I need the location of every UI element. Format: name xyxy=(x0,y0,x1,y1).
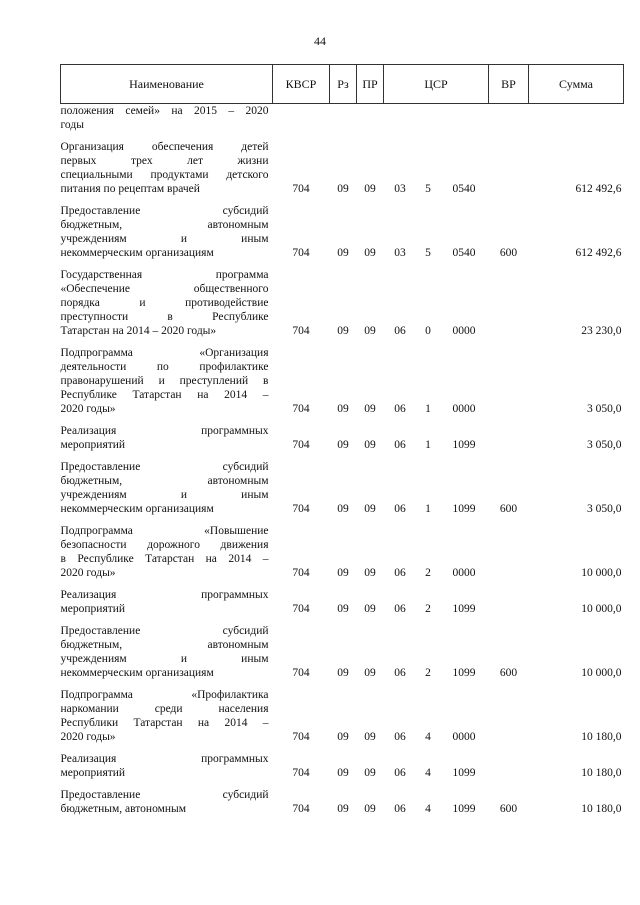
name-line: учреждениям и иным xyxy=(60,653,269,665)
header-name: Наименование xyxy=(61,65,273,104)
name-line: правонарушений и преступлений в xyxy=(60,375,269,387)
name-line: Предоставление субсидий xyxy=(60,461,269,473)
cell-csr-program: 06 xyxy=(394,803,406,815)
cell-csr-subprogram: 2 xyxy=(425,567,431,579)
cell-csr-code: 1099 xyxy=(452,603,476,615)
cell-vr xyxy=(489,264,529,342)
cell-rz: 09 xyxy=(337,567,349,579)
table-row xyxy=(61,264,624,342)
cell-sum: 10 180,0 xyxy=(581,731,622,743)
cell-csr-program: 06 xyxy=(394,603,406,615)
cell-pr: 09 xyxy=(364,731,376,743)
cell-name xyxy=(61,420,273,456)
cell-csr-code: 0540 xyxy=(452,247,476,259)
cell-sum: 612 492,6 xyxy=(575,247,622,259)
table-row xyxy=(61,136,624,200)
cell-csr-code: 1099 xyxy=(452,803,476,815)
cell-csr-code: 1099 xyxy=(452,503,476,515)
cell-rz xyxy=(330,104,357,137)
cell-name xyxy=(61,200,273,264)
cell-pr: 09 xyxy=(364,603,376,615)
cell-sum: 10 180,0 xyxy=(581,767,622,779)
name-line: специальными продуктами детского xyxy=(60,169,269,181)
table-row xyxy=(61,748,624,784)
cell-csr-subprogram: 5 xyxy=(425,247,431,259)
cell-vr: 600 xyxy=(499,503,518,515)
name-line: Подпрограмма «Организация xyxy=(60,347,269,359)
cell-csr-subprogram: 2 xyxy=(425,667,431,679)
name-line: питания по рецептам врачей xyxy=(60,183,200,195)
cell-sum: 3 050,0 xyxy=(587,403,622,415)
table-row xyxy=(61,684,624,748)
cell-rz: 09 xyxy=(337,603,349,615)
cell-csr-program: 03 xyxy=(394,247,406,259)
cell-pr: 09 xyxy=(364,183,376,195)
cell-pr xyxy=(357,104,384,137)
cell-kvsr: 704 xyxy=(292,731,310,743)
cell-csr-program: 06 xyxy=(394,503,406,515)
cell-name xyxy=(61,784,273,820)
name-line: Подпрограмма «Повышение xyxy=(60,525,269,537)
cell-csr-program: 03 xyxy=(394,183,406,195)
cell-name xyxy=(61,136,273,200)
header-vr: ВР xyxy=(489,65,529,104)
cell-vr xyxy=(489,136,529,200)
cell-kvsr: 704 xyxy=(292,247,310,259)
cell-name xyxy=(61,520,273,584)
table-row xyxy=(61,520,624,584)
cell-csr-code: 0540 xyxy=(452,183,476,195)
name-line: Реализация программных xyxy=(60,425,269,437)
cell-sum: 3 050,0 xyxy=(587,439,622,451)
cell-csr-code: 1099 xyxy=(452,667,476,679)
cell-pr: 09 xyxy=(364,503,376,515)
name-line: преступности в Республике xyxy=(60,311,269,323)
name-line: Реализация программных xyxy=(60,753,269,765)
table-row xyxy=(61,620,624,684)
cell-vr xyxy=(489,520,529,584)
cell-kvsr: 704 xyxy=(292,567,310,579)
cell-sum: 10 180,0 xyxy=(581,803,622,815)
cell-rz: 09 xyxy=(337,183,349,195)
cell-pr: 09 xyxy=(364,325,376,337)
cell-vr: 600 xyxy=(499,803,518,815)
name-line: некоммерческим организациям xyxy=(60,247,214,259)
cell-kvsr: 704 xyxy=(292,325,310,337)
name-line: Республике Татарстан на 2014 – xyxy=(60,389,269,401)
cell-csr-subprogram: 2 xyxy=(425,603,431,615)
cell-pr: 09 xyxy=(364,403,376,415)
cell-csr-program: 06 xyxy=(394,667,406,679)
cell-kvsr: 704 xyxy=(292,439,310,451)
cell-csr-program: 06 xyxy=(394,567,406,579)
name-line: безопасности дорожного движения xyxy=(60,539,269,551)
name-line: Татарстан на 2014 – 2020 годы» xyxy=(60,325,217,337)
cell-kvsr: 704 xyxy=(292,503,310,515)
page-number: 44 xyxy=(314,34,326,48)
name-line: некоммерческим организациям xyxy=(60,503,214,515)
name-line: порядка и противодействие xyxy=(60,297,269,309)
cell-rz: 09 xyxy=(337,439,349,451)
cell-csr-subprogram: 0 xyxy=(425,325,431,337)
name-line: Государственная программа xyxy=(60,269,269,281)
cell-name xyxy=(61,684,273,748)
cell-pr: 09 xyxy=(364,767,376,779)
name-line: Организация обеспечения детей xyxy=(60,141,269,153)
cell-rz: 09 xyxy=(337,767,349,779)
cell-kvsr: 704 xyxy=(292,403,310,415)
cell-name xyxy=(61,584,273,620)
cell-name xyxy=(61,620,273,684)
cell-rz: 09 xyxy=(337,803,349,815)
cell-vr xyxy=(489,104,529,137)
header-csr: ЦСР xyxy=(384,65,489,104)
cell-csr-program: 06 xyxy=(394,731,406,743)
cell-csr-program: 06 xyxy=(394,439,406,451)
cell-vr: 600 xyxy=(499,247,518,259)
name-line: учреждениям и иным xyxy=(60,489,269,501)
cell-csr-subprogram: 1 xyxy=(425,403,431,415)
cell-kvsr: 704 xyxy=(292,767,310,779)
cell-vr xyxy=(489,342,529,420)
table-header-row xyxy=(61,65,624,104)
header-kvsr: КВСР xyxy=(273,65,330,104)
cell-sum: 10 000,0 xyxy=(581,603,622,615)
cell-rz: 09 xyxy=(337,731,349,743)
name-line: учреждениям и иным xyxy=(60,233,269,245)
cell-pr: 09 xyxy=(364,247,376,259)
name-line: бюджетным, автономным xyxy=(60,639,269,651)
cell-csr-subprogram: 4 xyxy=(425,803,431,815)
cell-csr-code: 0000 xyxy=(452,325,476,337)
cell-vr: 600 xyxy=(499,667,518,679)
name-line: 2020 годы» xyxy=(60,567,116,579)
table-row xyxy=(61,104,624,137)
cell-vr xyxy=(489,420,529,456)
table-row xyxy=(61,420,624,456)
cell-pr: 09 xyxy=(364,567,376,579)
cell-csr-program: 06 xyxy=(394,767,406,779)
cell-csr-subprogram xyxy=(417,104,440,137)
cell-name xyxy=(61,342,273,420)
table-row xyxy=(61,342,624,420)
cell-name xyxy=(61,104,273,137)
cell-kvsr: 704 xyxy=(292,667,310,679)
cell-sum: 612 492,6 xyxy=(575,183,622,195)
cell-kvsr: 704 xyxy=(292,803,310,815)
table-body xyxy=(61,104,624,821)
cell-vr xyxy=(489,684,529,748)
cell-name xyxy=(61,264,273,342)
header-sum: Сумма xyxy=(529,65,624,104)
name-line: Предоставление субсидий xyxy=(60,625,269,637)
cell-csr-code: 0000 xyxy=(452,731,476,743)
cell-rz: 09 xyxy=(337,503,349,515)
cell-csr-subprogram: 4 xyxy=(425,731,431,743)
header-pr: ПР xyxy=(357,65,384,104)
budget-table xyxy=(60,64,624,820)
cell-sum: 3 050,0 xyxy=(587,503,622,515)
name-line: Реализация программных xyxy=(60,589,269,601)
cell-kvsr: 704 xyxy=(292,183,310,195)
cell-rz: 09 xyxy=(337,403,349,415)
name-line: в Республике Татарстан на 2014 – xyxy=(60,553,269,565)
cell-csr-subprogram: 1 xyxy=(425,439,431,451)
cell-kvsr xyxy=(273,104,330,137)
cell-rz: 09 xyxy=(337,667,349,679)
cell-csr-code: 1099 xyxy=(452,439,476,451)
name-line: бюджетным, автономным xyxy=(60,803,187,815)
cell-name xyxy=(61,456,273,520)
cell-pr: 09 xyxy=(364,667,376,679)
cell-rz: 09 xyxy=(337,247,349,259)
name-line: мероприятий xyxy=(60,767,126,779)
cell-csr-code: 0000 xyxy=(452,567,476,579)
name-line: некоммерческим организациям xyxy=(60,667,214,679)
header-rz: Рз xyxy=(330,65,357,104)
cell-vr xyxy=(489,584,529,620)
cell-csr-program: 06 xyxy=(394,403,406,415)
cell-sum: 10 000,0 xyxy=(581,667,622,679)
cell-vr xyxy=(489,748,529,784)
name-line: годы xyxy=(60,119,84,131)
cell-csr-subprogram: 5 xyxy=(425,183,431,195)
name-line: положения семей» на 2015 – 2020 xyxy=(60,105,269,117)
name-line: деятельности по профилактике xyxy=(60,361,269,373)
name-line: 2020 годы» xyxy=(60,403,116,415)
name-line: мероприятий xyxy=(60,603,126,615)
name-line: 2020 годы» xyxy=(60,731,116,743)
name-line: мероприятий xyxy=(60,439,126,451)
cell-rz: 09 xyxy=(337,325,349,337)
cell-csr-program xyxy=(384,104,417,137)
cell-pr: 09 xyxy=(364,803,376,815)
cell-sum: 23 230,0 xyxy=(581,325,622,337)
cell-csr-subprogram: 1 xyxy=(425,503,431,515)
name-line: Предоставление субсидий xyxy=(60,789,269,801)
cell-csr-subprogram: 4 xyxy=(425,767,431,779)
name-line: Республики Татарстан на 2014 – xyxy=(60,717,269,729)
cell-sum xyxy=(529,104,624,137)
cell-sum: 10 000,0 xyxy=(581,567,622,579)
name-line: бюджетным, автономным xyxy=(60,475,269,487)
table-row xyxy=(61,584,624,620)
cell-csr-program: 06 xyxy=(394,325,406,337)
name-line: Предоставление субсидий xyxy=(60,205,269,217)
cell-csr-code xyxy=(440,104,489,137)
name-line: Подпрограмма «Профилактика xyxy=(60,689,269,701)
cell-name xyxy=(61,748,273,784)
name-line: бюджетным, автономным xyxy=(60,219,269,231)
cell-csr-code: 1099 xyxy=(452,767,476,779)
name-line: наркомании среди населения xyxy=(60,703,269,715)
table-row xyxy=(61,200,624,264)
name-line: первых трех лет жизни xyxy=(60,155,269,167)
name-line: «Обеспечение общественного xyxy=(60,283,269,295)
table-row xyxy=(61,784,624,820)
table-row xyxy=(61,456,624,520)
cell-csr-code: 0000 xyxy=(452,403,476,415)
cell-pr: 09 xyxy=(364,439,376,451)
cell-kvsr: 704 xyxy=(292,603,310,615)
